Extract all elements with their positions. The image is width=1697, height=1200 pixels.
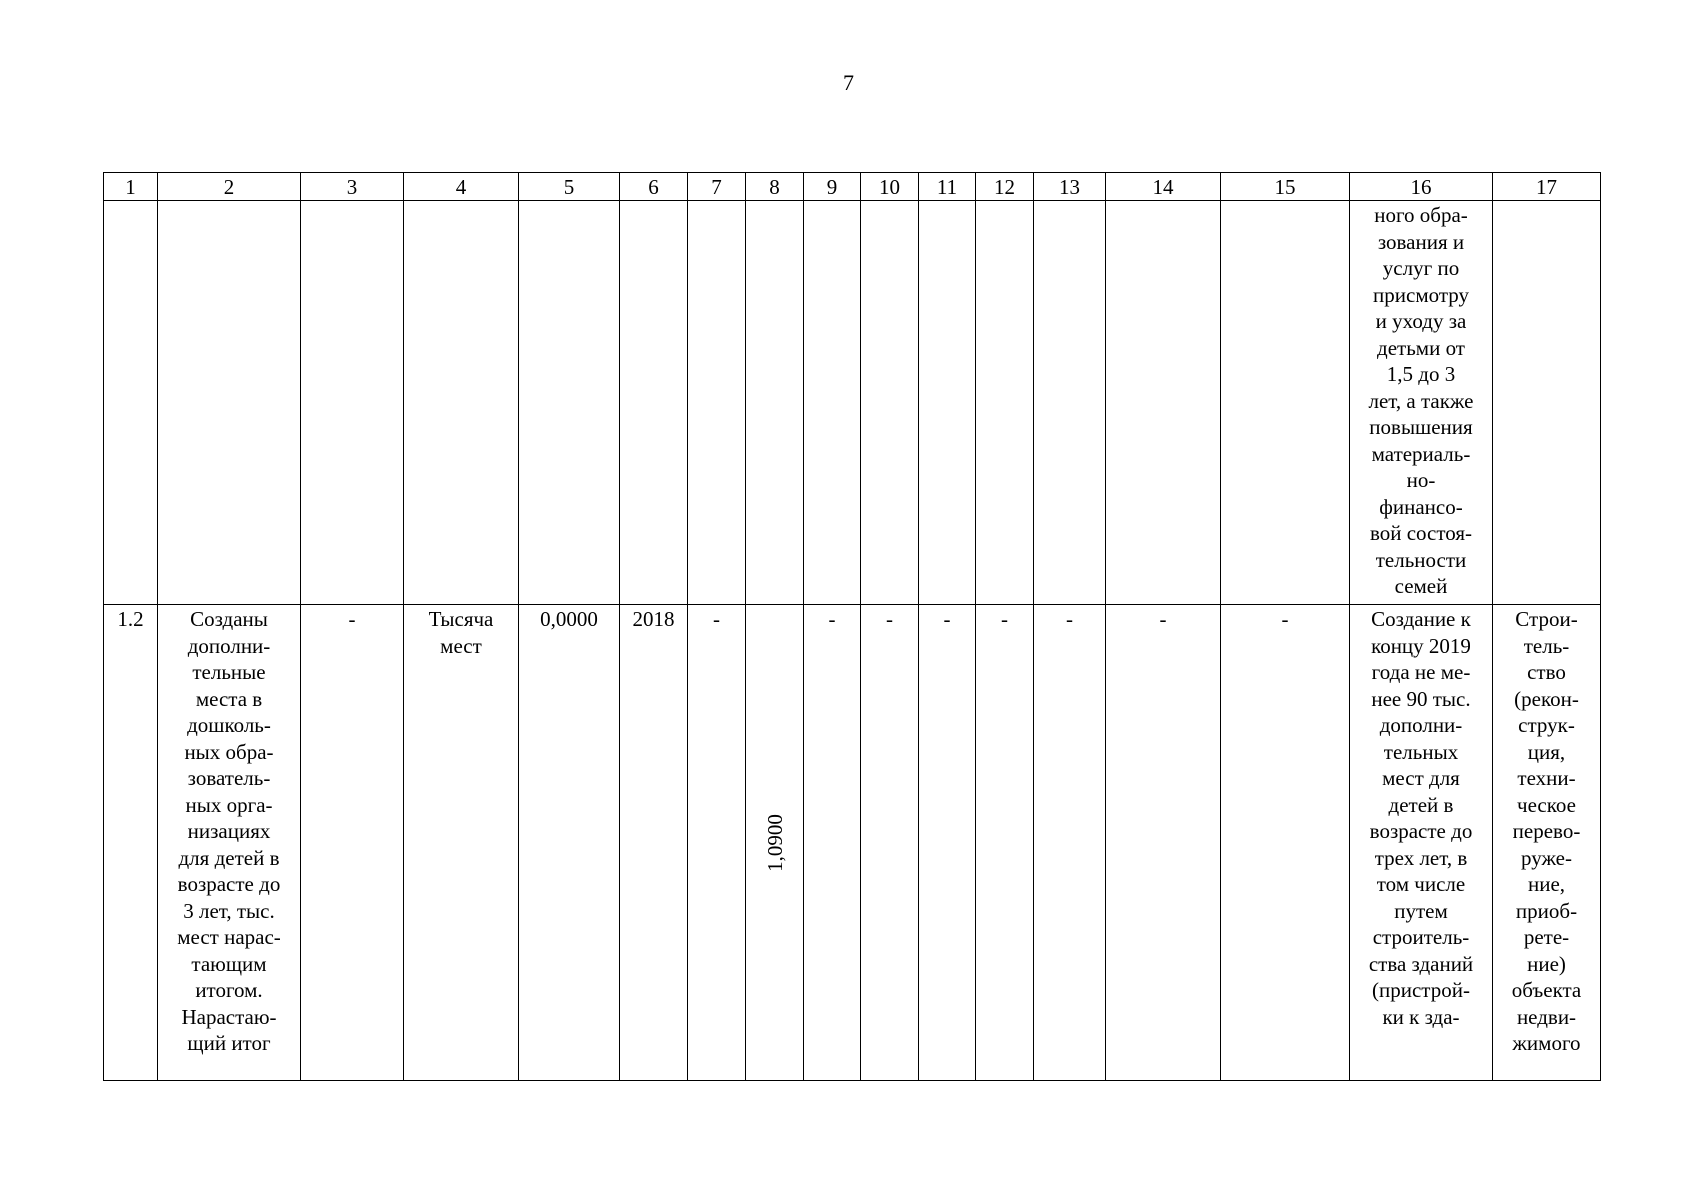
indicators-table — [103, 172, 1601, 1081]
cont-cell-13 — [1034, 201, 1106, 605]
header-col-8: 8 — [746, 173, 804, 201]
cont-cell-2 — [158, 201, 301, 605]
cont-cell-5 — [519, 201, 620, 605]
col13-cell: - — [1034, 605, 1106, 1081]
cont-cell-4 — [404, 201, 519, 605]
header-row — [104, 173, 1601, 201]
col9-cell: - — [804, 605, 861, 1081]
cont-cell-9 — [804, 201, 861, 605]
col3-cell: - — [301, 605, 404, 1081]
cont-cell-14 — [1106, 201, 1221, 605]
unit-cell: Тысяча мест — [404, 605, 519, 1081]
cont-cell-11 — [919, 201, 976, 605]
cont-cell-16-result: ного обра- зования и услуг по присмотру и уходу за детьми от 1,5 до 3 лет, а также повышения материаль- но- финансо- вой состоя- тельности семей — [1350, 201, 1493, 605]
indicator-name-cell: Созданы дополни- тельные места в дошколь- ных обра- зователь- ных орга- низациях для детей в возрасте до 3 лет, тыс. мест нарас- тающим итогом. Нарастаю- щий итог — [158, 605, 301, 1081]
cont-cell-17 — [1493, 201, 1601, 605]
col8-rotated-value: 1,0900 — [762, 814, 787, 872]
base-year-cell: 2018 — [620, 605, 688, 1081]
header-col-11: 11 — [919, 173, 976, 201]
cont-cell-12 — [976, 201, 1034, 605]
col15-cell: - — [1221, 605, 1350, 1081]
col11-cell: - — [919, 605, 976, 1081]
header-col-6: 6 — [620, 173, 688, 201]
header-col-17: 17 — [1493, 173, 1601, 201]
header-col-13: 13 — [1034, 173, 1106, 201]
cont-cell-3 — [301, 201, 404, 605]
cont-cell-6 — [620, 201, 688, 605]
row-number-cell: 1.2 — [104, 605, 158, 1081]
col8-cell — [746, 605, 804, 1081]
header-col-12: 12 — [976, 173, 1034, 201]
cont-cell-10 — [861, 201, 919, 605]
page-number: 7 — [843, 70, 854, 95]
col12-cell: - — [976, 605, 1034, 1081]
cont-cell-15 — [1221, 201, 1350, 605]
header-col-5: 5 — [519, 173, 620, 201]
header-col-14: 14 — [1106, 173, 1221, 201]
header-col-10: 10 — [861, 173, 919, 201]
header-col-9: 9 — [804, 173, 861, 201]
result-description-cell: Создание к концу 2019 года не ме- нее 90 тыс. дополни- тельных мест для детей в возрасте до трех лет, в том числе путем строитель- ства зданий (пристрой- ки к зда- — [1350, 605, 1493, 1081]
header-col-15: 15 — [1221, 173, 1350, 201]
col8-rotated-wrap — [748, 606, 801, 1080]
base-value-cell: 0,0000 — [519, 605, 620, 1081]
object-type-cell: Строи- тель- ство (рекон- струк- ция, техни- ческое перево- руже- ние, приоб- рете- ние) объекта недви- жимого — [1493, 605, 1601, 1081]
header-col-4: 4 — [404, 173, 519, 201]
col14-cell: - — [1106, 605, 1221, 1081]
header-col-1: 1 — [104, 173, 158, 201]
continuation-row — [104, 201, 1601, 605]
cont-cell-7 — [688, 201, 746, 605]
header-col-16: 16 — [1350, 173, 1493, 201]
table-row-1-2 — [104, 605, 1601, 1081]
col7-cell: - — [688, 605, 746, 1081]
header-col-3: 3 — [301, 173, 404, 201]
col10-cell: - — [861, 605, 919, 1081]
cont-cell-1 — [104, 201, 158, 605]
header-col-7: 7 — [688, 173, 746, 201]
header-col-2: 2 — [158, 173, 301, 201]
cont-cell-8 — [746, 201, 804, 605]
